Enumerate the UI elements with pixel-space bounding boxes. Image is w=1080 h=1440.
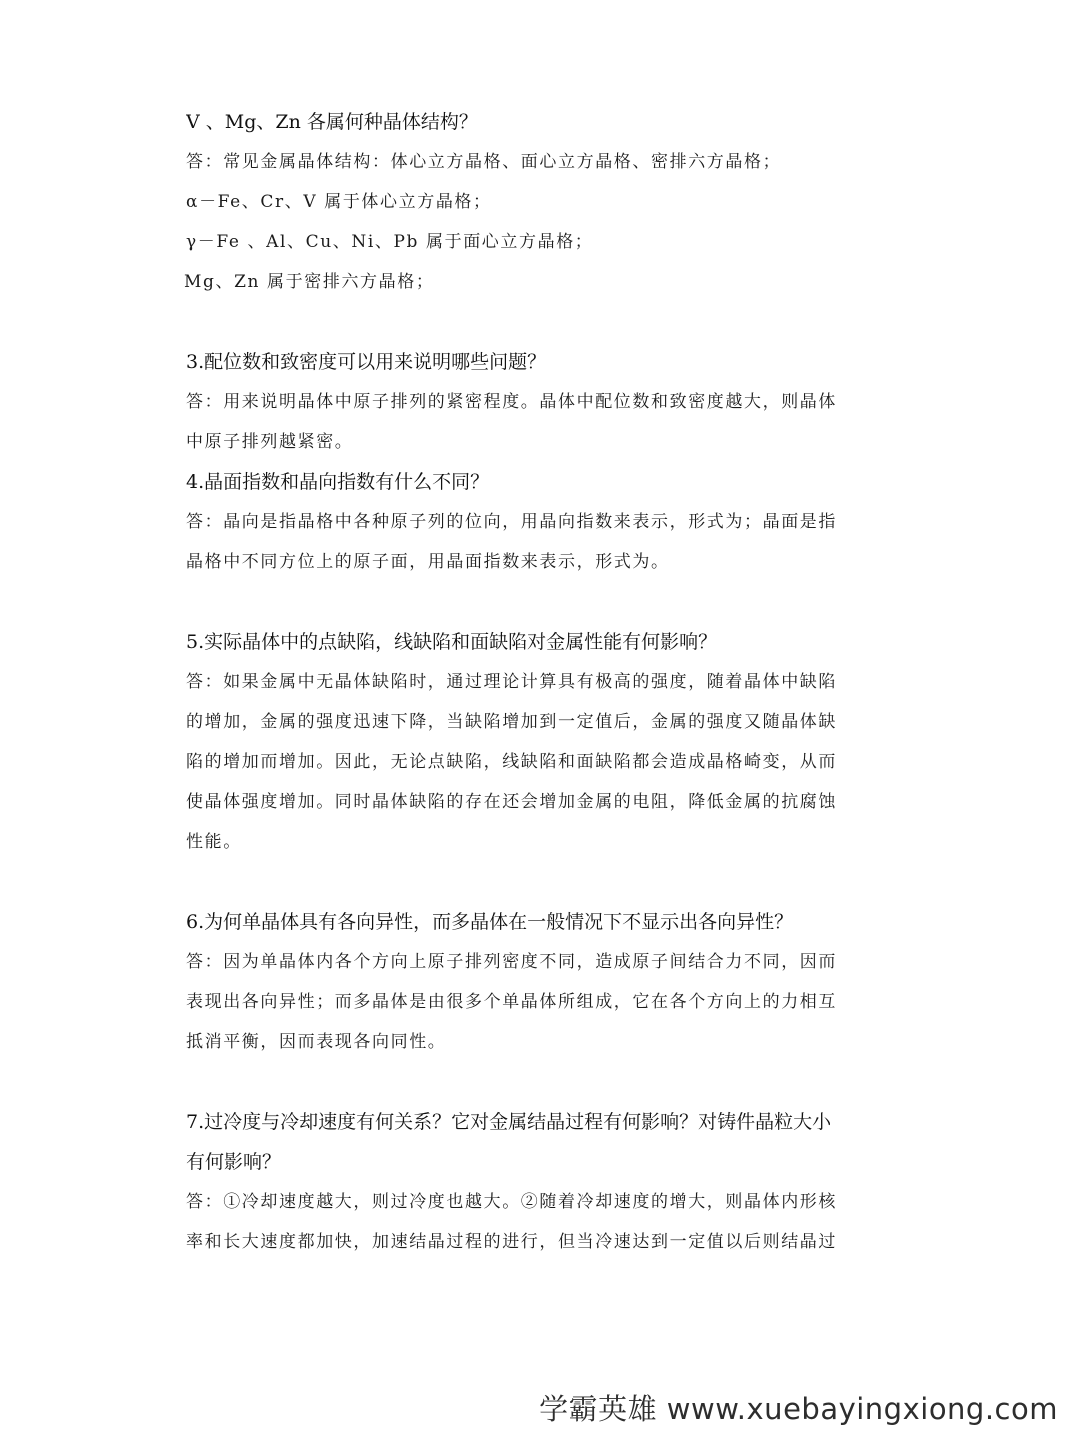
answer-line: 抵消平衡，因而表现各向同性。 <box>186 1032 447 1052</box>
answer-line: 答：如果金属中无晶体缺陷时，通过理论计算具有极高的强度，随着晶体中缺陷 <box>186 672 837 692</box>
answer-line: 答：因为单晶体内各个方向上原子排列密度不同，造成原子间结合力不同，因而 <box>186 952 837 972</box>
answer-line: 答：用来说明晶体中原子排列的紧密程度。晶体中配位数和致密度越大，则晶体 <box>186 392 837 412</box>
answer-line: 陷的增加而增加。因此，无论点缺陷，线缺陷和面缺陷都会造成晶格崎变，从而 <box>186 752 837 772</box>
answer-line: 使晶体强度增加。同时晶体缺陷的存在还会增加金属的电阻，降低金属的抗腐蚀 <box>186 792 837 812</box>
watermark-text: 学霸英雄 www.xuebayingxiong.com <box>539 1392 1058 1426</box>
question-line: 7.过冷度与冷却速度有何关系？它对金属结晶过程有何影响？对铸件晶粒大小 <box>186 1111 832 1133</box>
answer-line: 晶格中不同方位上的原子面，用晶面指数来表示，形式为。 <box>186 552 670 572</box>
answer-line: 的增加，金属的强度迅速下降，当缺陷增加到一定值后，金属的强度又随晶体缺 <box>186 712 837 732</box>
answer-line: 率和长大速度都加快，加速结晶过程的进行，但当冷速达到一定值以后则结晶过 <box>186 1232 837 1252</box>
question-line: 3.配位数和致密度可以用来说明哪些问题？ <box>186 351 547 373</box>
answer-line: 表现出各向异性；而多晶体是由很多个单晶体所组成，它在各个方向上的力相互 <box>186 992 837 1012</box>
question-line: V 、Mg、Zn 各属何种晶体结构？ <box>186 111 478 133</box>
answer-line: 答：①冷却速度越大，则过冷度也越大。②随着冷却速度的增大，则晶体内形核 <box>186 1192 837 1212</box>
question-line: 6.为何单晶体具有各向异性，而多晶体在一般情况下不显示出各向异性？ <box>186 911 794 933</box>
answer-line: 中原子排列越紧密。 <box>186 432 354 452</box>
answer-line: Mg、Zn 属于密排六方晶格； <box>184 272 435 292</box>
answer-line: 答：常见金属晶体结构：体心立方晶格、面心立方晶格、密排六方晶格； <box>186 152 782 172</box>
question-line: 有何影响？ <box>186 1151 282 1173</box>
answer-line: 性能。 <box>186 832 242 852</box>
answer-line: γ－Fe 、Al、Cu、Ni、Pb 属于面心立方晶格； <box>186 232 594 252</box>
answer-line: α－Fe、Cr、V 属于体心立方晶格； <box>186 192 492 212</box>
question-line: 5.实际晶体中的点缺陷，线缺陷和面缺陷对金属性能有何影响？ <box>186 631 718 653</box>
question-line: 4.晶面指数和晶向指数有什么不同？ <box>186 471 490 493</box>
answer-line: 答：晶向是指晶格中各种原子列的位向，用晶向指数来表示，形式为；晶面是指 <box>186 512 837 532</box>
